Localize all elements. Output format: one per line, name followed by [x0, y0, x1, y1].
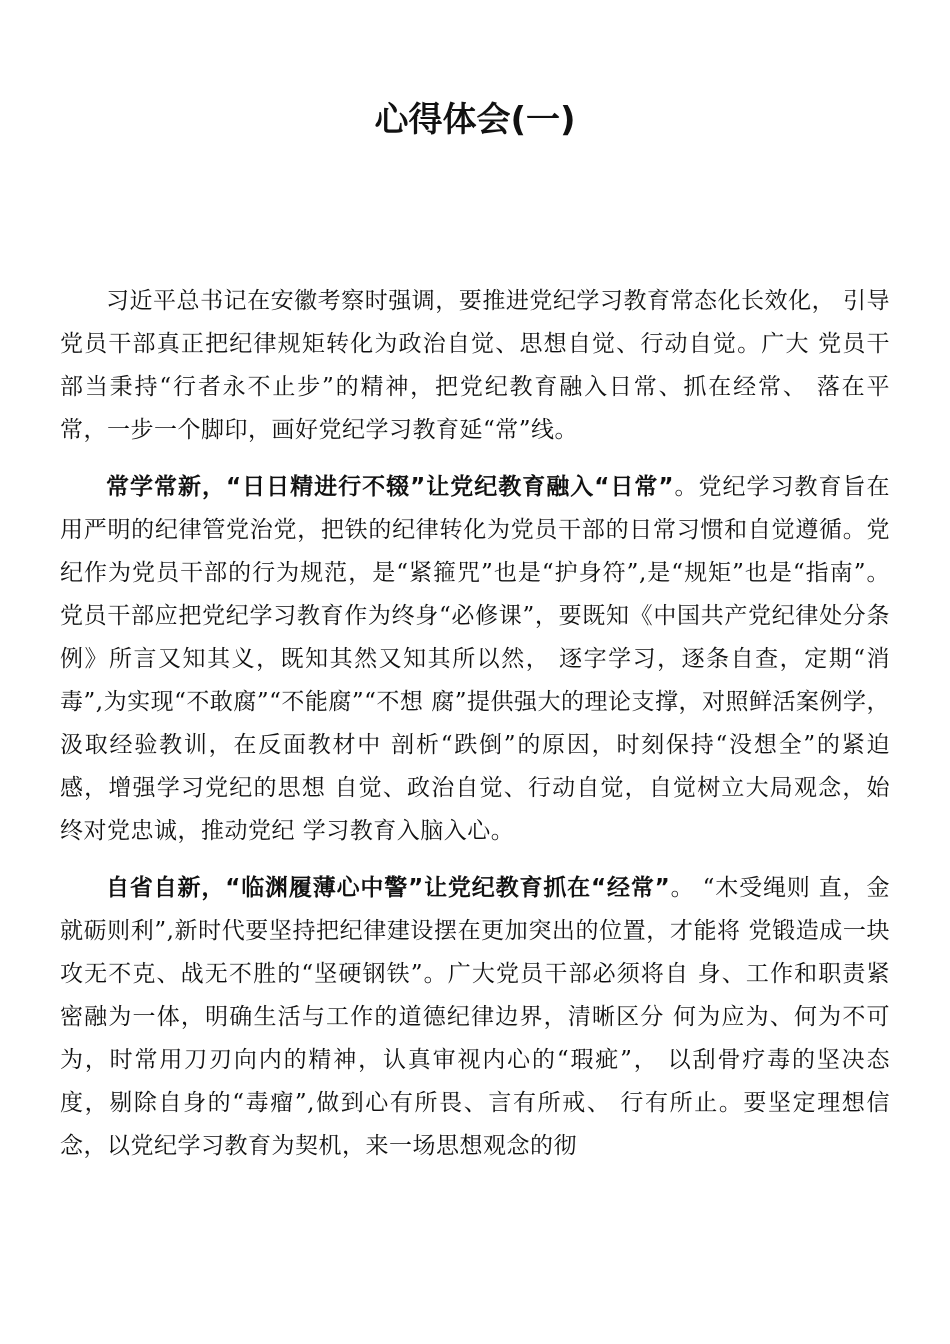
paragraph-heading: 常学常新，“日日精进行不辍”让党纪教育融入“日常”: [106, 474, 674, 500]
page-title: 心得体会(一): [374, 99, 576, 140]
paragraph-text: 习近平总书记在安徽考察时强调，要推进党纪学习教育常态化长效化， 引导党员干部真正把纪律规矩转化为政治自觉、思想自觉、行动自觉。广大 党员干部当秉持“行者永不止步”的精神，把党纪教育融入日常、抓在经常、 落在平常，一步一个脚印，画好党纪学习教育延“常”线。: [60, 288, 890, 443]
paragraph-daily: [60, 466, 890, 853]
paragraph-heading: 自省自新，“临渊履薄心中警”让党纪教育抓在“经常”: [106, 875, 671, 901]
paragraph-text: 。 “木受绳则 直，金就砺则利”,新时代要坚持把纪律建设摆在更加突出的位置，才能将 党锻造成一块攻无不克、战无不胜的“坚硬钢铁”。广大党员干部必须将自 身、工作和职责紧密融为一体，明确生活与工作的道德纪律边界，清晰区分 何为应为、何为不可为，时常用刀刃向内的精神，认真审视内心的“瑕疵”， 以刮骨疗毒的坚决态度，剔除自身的“毒瘤”,做到心有所畏、言有所戒、 行有所止。要坚定理想信念，以党纪学习教育为契机，来一场思想观念的彻: [60, 875, 890, 1159]
paragraph-regular: [60, 867, 890, 1168]
document-body: [60, 280, 890, 1168]
paragraph-text: 。党纪学习教育旨在用严明的纪律管党治党，把铁的纪律转化为党员干部的日常习惯和自觉遵循。党纪作为党员干部的行为规范，是“紧箍咒”也是“护身符”,是“规矩”也是“指南”。党员干部应把党纪学习教育作为终身“必修课”，要既知《中国共产党纪律处分条例》所言又知其义，既知其然又知其所以然， 逐字学习，逐条自查，定期“消毒”,为实现“不敢腐”“不能腐”“不想 腐”提供强大的理论支撑，对照鲜活案例学，汲取经验教训，在反面教材中 剖析“跌倒”的原因，时刻保持“没想全”的紧迫感，增强学习党纪的思想 自觉、政治自觉、行动自觉，自觉树立大局观念，始终对党忠诚，推动党纪 学习教育入脑入心。: [60, 474, 891, 844]
paragraph-intro: [60, 280, 890, 452]
